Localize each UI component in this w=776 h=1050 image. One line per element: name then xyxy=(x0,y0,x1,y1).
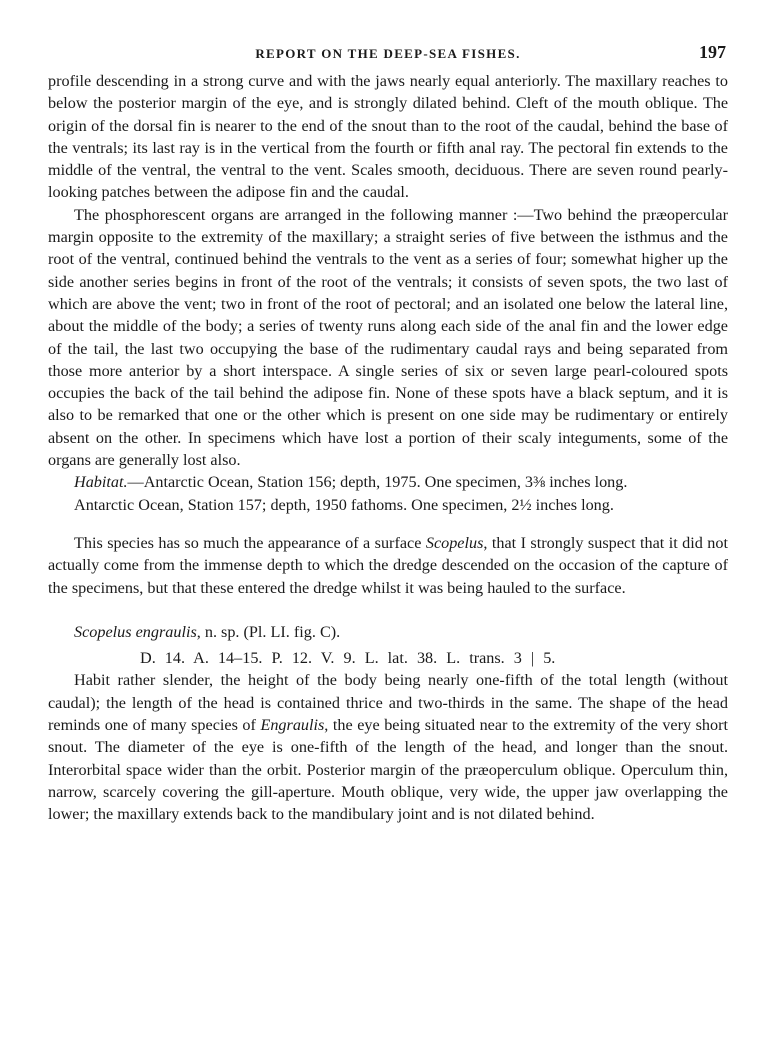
habitat-line-1 xyxy=(48,471,728,493)
document-page xyxy=(48,40,728,826)
paragraph-surface-remark xyxy=(48,532,728,599)
paragraph-phosphorescent-organs: The phosphorescent organs are arranged in the following manner :—Two behind the præopercular margin opposite to the extremity of the maxillary; a straight series of five between the isthmus and the root of the ventral, continued behind the ventrals to the vent as a series of four; somewhat higher up the side another series begins in front of the root of the ventrals; it consists of seven spots, the two last of which are above the vent; two in front of the root of pectoral; and an isolated one below the lateral line, about the middle of the body; a series of twenty runs along each side of the anal fin and the lower edge of the tail, the last two occupying the base of the rudimentary caudal rays and being separated from those more anterior by a short interspace. A single series of six or seven large pearl-coloured spots occupies the back of the tail behind the adipose fin. None of these spots have a black septum, and it is also to be remarked that one or the other which is present on one side may be rudimentary or entirely absent on the other. In specimens which have lost a portion of their scaly integuments, some of the organs are generally lost also. xyxy=(48,205,728,470)
species-reference: , n. sp. (Pl. LI. fig. C). xyxy=(196,622,341,641)
page-header xyxy=(48,40,728,70)
habitat-line-2: Antarctic Ocean, Station 157; depth, 1950 fathoms. One specimen, 2½ inches long. xyxy=(74,495,614,514)
scopelus-genus: Scopelus xyxy=(425,533,484,552)
habitat-1-text: —Antarctic Ocean, Station 156; depth, 1975. One specimen, 3⅜ inches long. xyxy=(127,473,628,492)
paragraph-species-description xyxy=(48,669,728,825)
habitat-label: Habitat. xyxy=(74,473,128,492)
fin-formula: D. 14. A. 14–15. P. 12. V. 9. L. lat. 38. L. trans. 3 | 5. xyxy=(140,649,556,668)
running-title: REPORT ON THE DEEP-SEA FISHES. xyxy=(255,46,521,61)
p4-after: , the eye being situated near to the extremity of the very short snout. The diameter of the eye is one-fifth of the length of the head, and longer than the snout. Interorbital space wider than the orbit. Posterior margin of the præoperculum oblique. Operculum thin, narrow, scarcely covering the gill-aperture. Mouth oblique, very wide, the upper jaw overlapping the lower; the maxillary extends back to the mandibulary joint and is not dilated behind. xyxy=(48,716,729,824)
p4-before: Habit rather slender, the height of the body being nearly one-fifth of the total length (without caudal); the length of the head is contained thrice and two-thirds in the same. The shape of the head reminds one of many species of xyxy=(48,671,728,735)
engraulis-genus: Engraulis xyxy=(260,716,325,735)
species-heading xyxy=(48,621,728,643)
p3-before: This species has so much the appearance of a surface xyxy=(74,533,426,552)
paragraph-description-continued: profile descending in a strong curve and with the jaws nearly equal anteriorly. The maxillary reaches to below the posterior margin of the eye, and is strongly dilated behind. Cleft of the mouth oblique. The origin of the dorsal fin is nearer to the end of the snout than to the root of the caudal, behind the base of the ventrals; its last ray is in the vertical from the fourth or fifth anal ray. The pectoral fin extends to the middle of the ventral, the ventral to the vent. Scales smooth, deciduous. There are seven round pearly-looking patches between the adipose fin and the caudal. xyxy=(48,72,728,202)
page-number: 197 xyxy=(699,42,726,62)
p3-after: , that I strongly suspect that it did not actually come from the immense depth to which the dredge descended on the occasion of the capture of the specimens, but that these entered the dredge whilst it was being hauled to the surface. xyxy=(48,533,728,597)
species-name: Scopelus engraulis xyxy=(74,622,197,641)
